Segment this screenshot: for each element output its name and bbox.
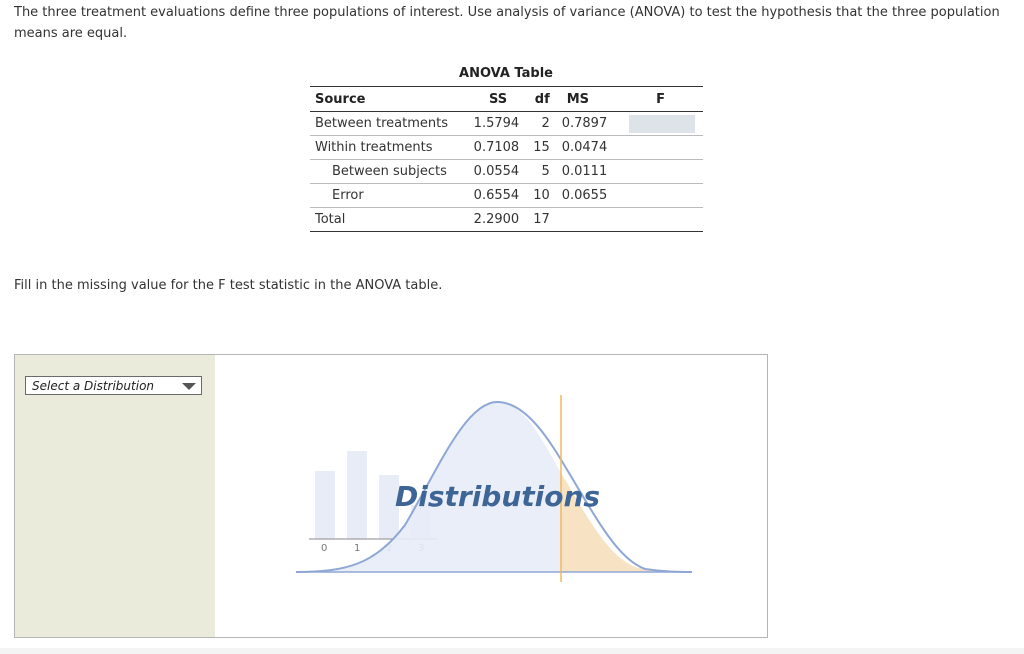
row-ms [552,208,619,232]
logo-bar [315,471,335,539]
logo-bar [347,451,367,539]
table-row [310,184,703,208]
table-row [310,136,703,160]
header-ss: SS [489,91,508,107]
table-row [310,112,703,136]
distribution-select-label: Select a Distribution [32,379,155,393]
row-df: 10 [519,184,552,208]
row-source: Between treatments [310,112,460,136]
row-f [618,136,703,160]
instruction-text: Fill in the missing value for the F test statistic in the ANOVA table. [14,278,443,293]
header-ms: MS [566,91,590,107]
table-row [310,160,703,184]
row-ms: 0.0474 [552,136,619,160]
intro-text: The three treatment evaluations define three populations of interest. Use analysis of variance (ANOVA) to test the hypothesis that the three population means are equal. [14,5,1000,41]
table-row [310,208,703,232]
f-statistic-input[interactable] [629,115,695,133]
row-ss: 1.5794 [460,112,520,136]
logo-tick: 1 [354,543,361,554]
row-df: 15 [519,136,552,160]
anova-header-row [310,87,703,112]
row-df: 5 [519,160,552,184]
row-f [618,208,703,232]
row-source: Error [310,184,460,208]
row-ms: 0.7897 [552,112,619,136]
row-source: Between subjects [310,160,460,184]
row-ms: 0.0111 [552,160,619,184]
f-cell [618,112,703,136]
logo-tick: 0 [321,543,328,554]
row-df: 17 [519,208,552,232]
anova-table [310,86,703,232]
row-df: 2 [519,112,552,136]
distribution-tool [14,354,768,638]
row-source: Total [310,208,460,232]
row-f [618,160,703,184]
row-f [618,184,703,208]
distributions-logo[interactable] [15,355,767,637]
header-df: df [534,91,550,107]
logo-text: Distributions [395,480,601,513]
row-ss: 0.0554 [460,160,520,184]
row-ss: 2.2900 [460,208,520,232]
anova-table-title: ANOVA Table [459,66,553,81]
header-source: Source [315,91,366,107]
row-ms: 0.0655 [552,184,619,208]
row-source: Within treatments [310,136,460,160]
bottom-strip [0,648,1024,654]
header-f: F [656,91,666,107]
row-ss: 0.7108 [460,136,520,160]
row-ss: 0.6554 [460,184,520,208]
